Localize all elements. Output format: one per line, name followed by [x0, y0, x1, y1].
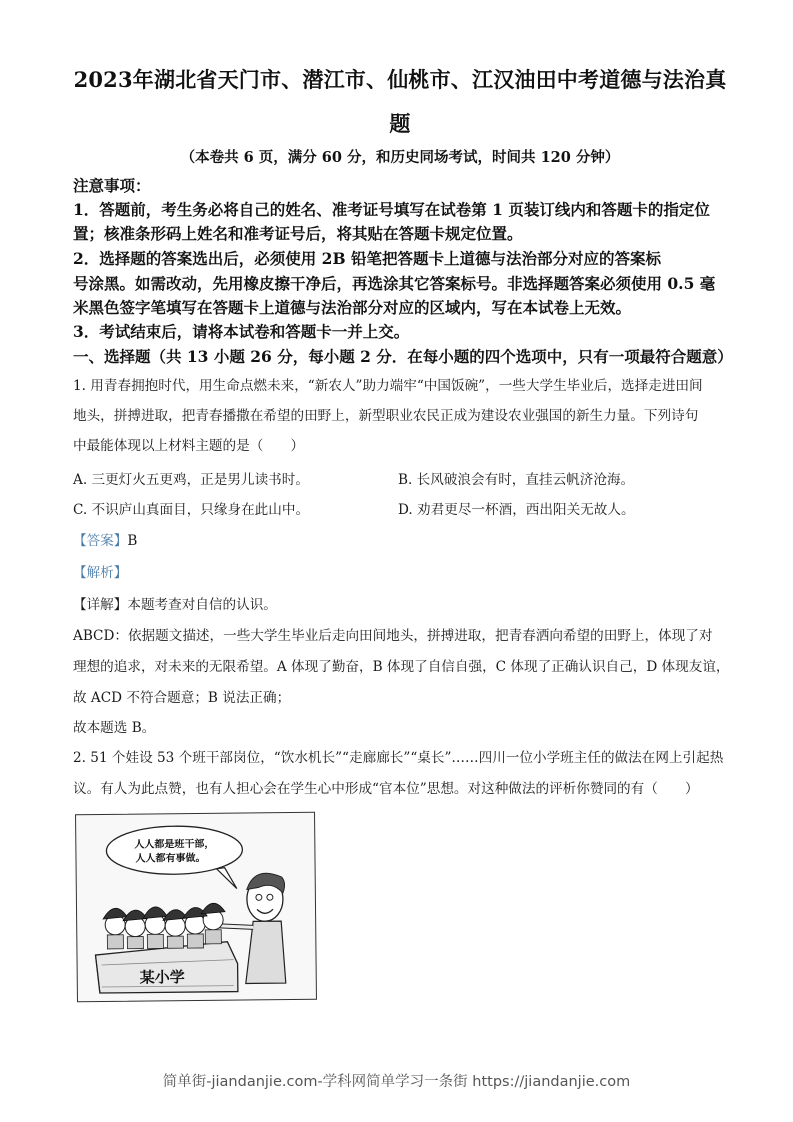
analysis-label: 【解析】 [73, 565, 128, 581]
answer-value: B [127, 533, 138, 549]
exam-info: （本卷共 6 页，满分 60 分，和历史同场考试，时间共 120 分钟） [180, 149, 620, 166]
speech-text-1: 人人都是班干部， [134, 838, 215, 851]
book-label: 某小学 [139, 968, 185, 987]
detail-intro: 本题考查对自信的认识。 [127, 597, 277, 613]
q1-answer [73, 529, 137, 549]
notice-heading: 注意事项： [73, 176, 151, 195]
q1-detail-line1: ABCD：依据题文描述，一些大学生毕业后走向田间地头，拼搏进取，把青春洒向希望的田野上，体现了对 [73, 628, 713, 644]
q1-detail-line2: 理想的追求，对未来的无限希望。A 体现了勤奋，B 体现了自信自强，C 体现了正确认识自己，D 体现友谊， [73, 659, 730, 675]
cartoon-image [75, 812, 317, 1003]
page-title-line2: 题 [389, 111, 411, 136]
q1-stem-line3: 中最能体现以上材料主题的是（ ） [73, 438, 305, 454]
q1-stem-line2: 地头，拼搏进取，把青春播撒在希望的田野上，新型职业农民正成为建设农业强国的新生力量。下列诗句 [73, 408, 699, 424]
q1-analysis [73, 561, 127, 581]
notice-item-3: 3．考试结束后，请将本试卷和答题卡一并上交。 [73, 322, 410, 341]
detail-label: 【详解】 [73, 597, 128, 613]
notice-item-1a: 1．答题前，考生务必将自己的姓名、准考证号填写在试卷第 1 页装订线内和答题卡的指定位 [73, 200, 710, 219]
notice-item-2a: 2．选择题的答案选出后，必须使用 2B 铅笔把答题卡上道德与法治部分对应的答案标 [73, 249, 661, 268]
notice-item-2c: 米黑色签字笔填写在答题卡上道德与法治部分对应的区域内，写在本试卷上无效。 [73, 298, 632, 317]
answer-label: 【答案】 [73, 533, 128, 549]
footer-watermark: 简单街-jiandanjie.com-学科网简单学习一条街 https://jiandanjie.com [162, 1074, 631, 1090]
notice-item-2b: 号涂黑。如需改动，先用橡皮擦干净后，再选涂其它答案标号。非选择题答案必须使用 0.5 毫 [73, 274, 716, 293]
section-heading: 一、选择题（共 13 小题 26 分，每小题 2 分．在每小题的四个选项中，只有一项最符合题意） [73, 347, 733, 366]
q2-stem-line2: 议。有人为此点赞，也有人担心会在学生心中形成“官本位”思想。对这种做法的评析你赞同的有（ ） [73, 781, 699, 797]
q1-detail-line3: 故 ACD 不符合题意；B 说法正确； [73, 690, 291, 706]
q1-detail [73, 593, 277, 613]
q1-stem-line1: 1. 用青春拥抱时代，用生命点燃未来，“新农人”助力端牢“中国饭碗”，一些大学生毕业后，选择走进田间 [73, 378, 703, 394]
notice-item-1b: 置；核准条形码上姓名和准考证号后，将其贴在答题卡规定位置。 [73, 224, 523, 243]
q1-option-c: C. 不识庐山真面目，只缘身在此山中。 [73, 502, 310, 518]
q1-detail-line4: 故本题选 B。 [73, 720, 156, 736]
q1-option-a: A. 三更灯火五更鸡，正是男儿读书时。 [73, 472, 309, 488]
q1-option-b: B. 长风破浪会有时，直挂云帆济沧海。 [398, 472, 635, 488]
q1-option-d: D. 劝君更尽一杯酒，西出阳关无故人。 [398, 502, 635, 518]
page-title-line1: 2023年湖北省天门市、潜江市、仙桃市、江汉油田中考道德与法治真 [73, 67, 727, 92]
q2-stem-line1: 2. 51 个娃设 53 个班干部岗位，“饮水机长”“走廊廊长”“桌长”……四川一位小学班主任的做法在网上引起热 [73, 750, 724, 766]
speech-text-2: 人人都有事做。 [135, 852, 206, 865]
